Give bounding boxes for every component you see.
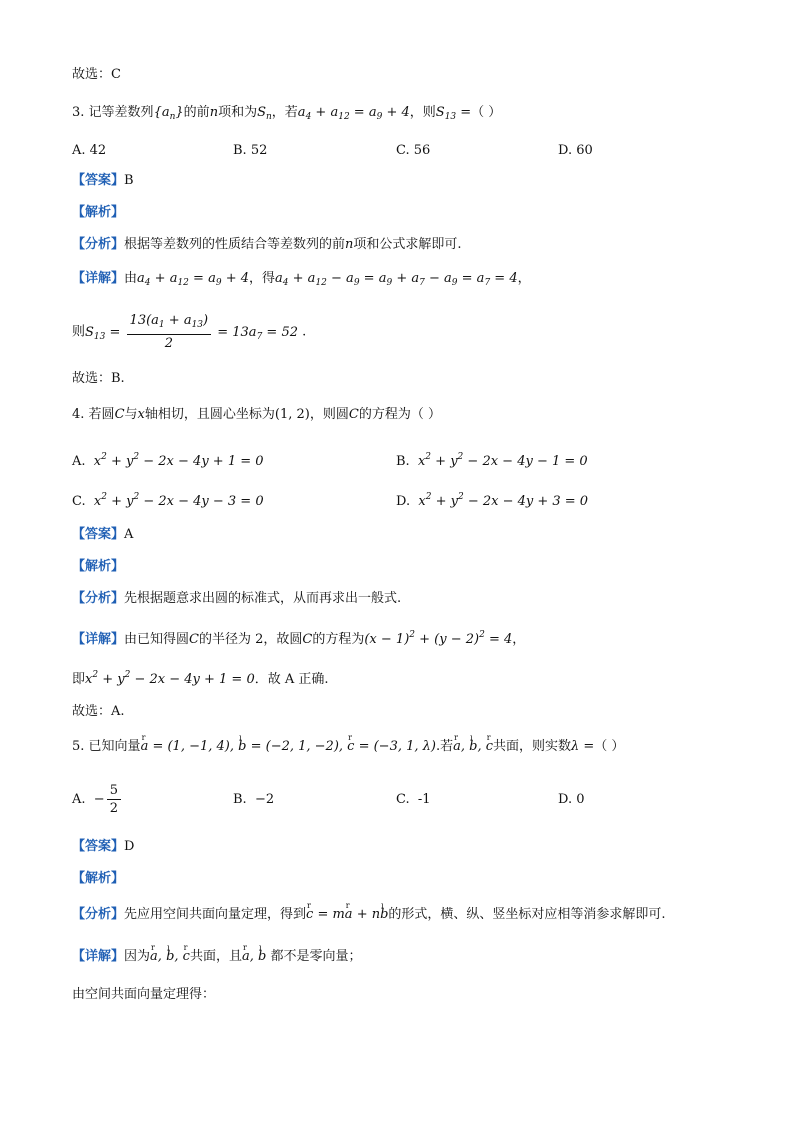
q4-x: x bbox=[137, 407, 145, 422]
q4-text: ，则圆 bbox=[309, 407, 349, 422]
q4-option-b: B. $x^2 + y^2 - 2x - 4y - 1 = 0$ bbox=[396, 452, 588, 469]
q3-analysis bbox=[72, 236, 462, 254]
q4-option-c: C. $x^2 + y^2 - 2x - 4y - 3 = 0$ bbox=[72, 492, 264, 509]
q3-n: n bbox=[209, 105, 219, 120]
q5-option-a: A. − $\frac{5}{2}$ bbox=[72, 782, 123, 817]
analysis-text: 项和公式求解即可. bbox=[353, 237, 462, 252]
q3-text: 记等差数列 bbox=[88, 105, 154, 120]
detail-text: 由 bbox=[124, 271, 138, 286]
option-label: D. bbox=[396, 494, 411, 509]
option-label: C. bbox=[396, 792, 410, 807]
q4-number: 4. bbox=[72, 407, 85, 422]
q3-text: 项和为 bbox=[218, 105, 258, 120]
q3-sn: $S_n$ bbox=[257, 105, 272, 122]
answer-tag: 【答案】 bbox=[72, 839, 125, 854]
detail-tag: 【详解】 bbox=[72, 949, 125, 964]
q4-option-a: A. $x^2 + y^2 - 2x - 4y + 1 = 0$ bbox=[72, 452, 264, 469]
then-text: 即 bbox=[72, 672, 86, 687]
question-4 bbox=[72, 406, 441, 424]
q3-condition-formula: $a_4 + a_{12} = a_9 + 4$ bbox=[297, 105, 410, 122]
detail-text: ， bbox=[512, 632, 526, 647]
q5-vectors-formula: r a = (1, −1, 4), ı b = (−2, 1, −2), r c = (−3, 1, λ) bbox=[141, 739, 436, 754]
q5-number: 5. bbox=[72, 739, 85, 754]
detail-text: 都不是零向量； bbox=[270, 949, 362, 964]
option-value: -1 bbox=[417, 792, 431, 807]
q5-coplanar-formula: r c = mr a + nı b bbox=[306, 907, 388, 922]
analysis-text: 先根据题意求出圆的标准式，从而再求出一般式. bbox=[124, 591, 402, 606]
q3-s13: $S_{13}$ = bbox=[435, 105, 472, 122]
q4-analysis bbox=[72, 590, 401, 608]
q3-text: 的前 bbox=[183, 105, 210, 120]
q3-n: n bbox=[345, 237, 354, 252]
analysis-tag: 【分析】 bbox=[72, 591, 125, 606]
q3-option-c: C. 56 bbox=[396, 143, 431, 158]
answer-value: B bbox=[124, 173, 134, 188]
q3-detail-formula-1: $a_4 + a_{12} = a_9 + 4$ bbox=[137, 271, 249, 288]
q3-option-b: B. 52 bbox=[233, 143, 268, 158]
question-3 bbox=[72, 104, 501, 126]
q3-end: 故选：B. bbox=[72, 371, 125, 386]
q5-answer bbox=[72, 838, 134, 856]
q5-option-b bbox=[233, 791, 274, 809]
q3-detail-formula-2: $a_4 + a_{12} - a_9 = a_9 + a_7 - a_9 = a_7 = 4$ bbox=[275, 271, 518, 288]
q3-answer bbox=[72, 172, 134, 190]
parse-tag: 【解析】 bbox=[72, 205, 125, 220]
q4-option-d: D. $x^2 + y^2 - 2x - 4y + 3 = 0$ bbox=[396, 492, 589, 509]
q5-option-d: D. 0 bbox=[558, 792, 585, 807]
q5-analysis bbox=[72, 906, 666, 924]
q3-set-formula: $\{a_n\}$ bbox=[153, 105, 184, 122]
then-text: ．故 A 正确. bbox=[254, 672, 329, 687]
q4-center-formula: (1, 2) bbox=[274, 407, 310, 422]
detail-tag: 【详解】 bbox=[72, 271, 125, 286]
q5-parse bbox=[72, 870, 124, 888]
q4-standard-formula: $(x - 1)^2 + (y - 2)^2 = 4$ bbox=[364, 630, 513, 647]
q3-sum-line: 则$S_{13}$ = $\frac{13(a_1 + a_{13})}{2}$ = $13a_7 = 52$ . bbox=[72, 313, 307, 351]
prev-answer-line: 故选：C bbox=[72, 67, 121, 82]
q4-answer bbox=[72, 526, 133, 544]
then-text: 则 bbox=[72, 324, 86, 340]
q3-number: 3. bbox=[72, 105, 85, 120]
q5-option-c bbox=[396, 791, 431, 809]
q4-text: 轴相切，且圆心坐标为 bbox=[144, 407, 275, 422]
q3-option-a: A. 42 bbox=[72, 143, 107, 158]
q4-text: 的方程为（ ） bbox=[358, 407, 441, 422]
detail-text: 共面，且 bbox=[189, 949, 242, 964]
q4-text: 若圆 bbox=[88, 407, 115, 422]
analysis-tag: 【分析】 bbox=[72, 237, 125, 252]
option-label: B. bbox=[396, 454, 410, 469]
analysis-text: 先应用空间共面向量定理，得到 bbox=[124, 907, 307, 922]
q4-general-formula: $x^2 + y^2 - 2x - 4y + 1 = 0$ bbox=[85, 670, 255, 687]
q3-option-d: D. 60 bbox=[558, 143, 593, 158]
q3-detail bbox=[72, 270, 531, 292]
detail-text: 由已知得圆 bbox=[124, 632, 190, 647]
parse-tag: 【解析】 bbox=[72, 559, 125, 574]
q3-text: ，则 bbox=[409, 105, 436, 120]
detail-text: ，得 bbox=[249, 271, 276, 286]
parse-tag: 【解析】 bbox=[72, 871, 125, 886]
analysis-text: 的形式，横、纵、竖坐标对应相等消参求解即可. bbox=[388, 907, 666, 922]
q4-text: 与 bbox=[124, 407, 138, 422]
q5-text: （ ） bbox=[594, 739, 625, 754]
option-label: A. bbox=[72, 792, 86, 807]
q5-vector-names: r a, ı b, r c bbox=[453, 739, 493, 754]
analysis-tag: 【分析】 bbox=[72, 907, 125, 922]
q5-lambda: λ = bbox=[571, 739, 595, 754]
detail-text: 的半径为 2，故圆 bbox=[198, 632, 303, 647]
detail-tag: 【详解】 bbox=[72, 632, 125, 647]
analysis-text: 根据等差数列的性质结合等差数列的前 bbox=[124, 237, 346, 252]
q3-text: （ ） bbox=[471, 105, 502, 120]
question-5 bbox=[72, 738, 624, 756]
answer-tag: 【答案】 bbox=[72, 527, 125, 542]
detail-text: ， bbox=[517, 271, 531, 286]
q3-parse bbox=[72, 204, 124, 222]
q5-text: 已知向量 bbox=[88, 739, 141, 754]
detail-text: 因为 bbox=[124, 949, 151, 964]
answer-value: D bbox=[124, 839, 135, 854]
answer-value: A bbox=[124, 527, 134, 542]
q4-detail: 【详解】由已知得圆C的半径为 2，故圆C的方程为$(x - 1)^2 + (y - 2)^2 = 4$， bbox=[72, 630, 526, 647]
q5-last-line: 由空间共面向量定理得： bbox=[72, 987, 216, 1002]
q5-detail: 【详解】因为r a, ı b, r c共面，且r a, ı b 都不是零向量； bbox=[72, 948, 361, 966]
detail-text: 的方程为 bbox=[312, 632, 365, 647]
answer-tag: 【答案】 bbox=[72, 173, 125, 188]
option-label: B. bbox=[233, 792, 247, 807]
q4-end: 故选：A. bbox=[72, 704, 125, 719]
q4-parse bbox=[72, 558, 124, 576]
q4-general-line bbox=[72, 666, 329, 689]
q4-c: C bbox=[348, 407, 359, 422]
q3-sum-formula: $S_{13}$ = $\frac{13(a_1 + a_{13})}{2}$ = $13a_7 = 52$ bbox=[85, 313, 298, 351]
option-label: A. bbox=[72, 454, 86, 469]
q4-c: C bbox=[114, 407, 125, 422]
q5-text: .若 bbox=[435, 739, 454, 754]
option-value: −2 bbox=[254, 792, 275, 807]
q3-text: ，若 bbox=[271, 105, 298, 120]
option-label: C. bbox=[72, 494, 86, 509]
q5-text: 共面，则实数 bbox=[493, 739, 572, 754]
